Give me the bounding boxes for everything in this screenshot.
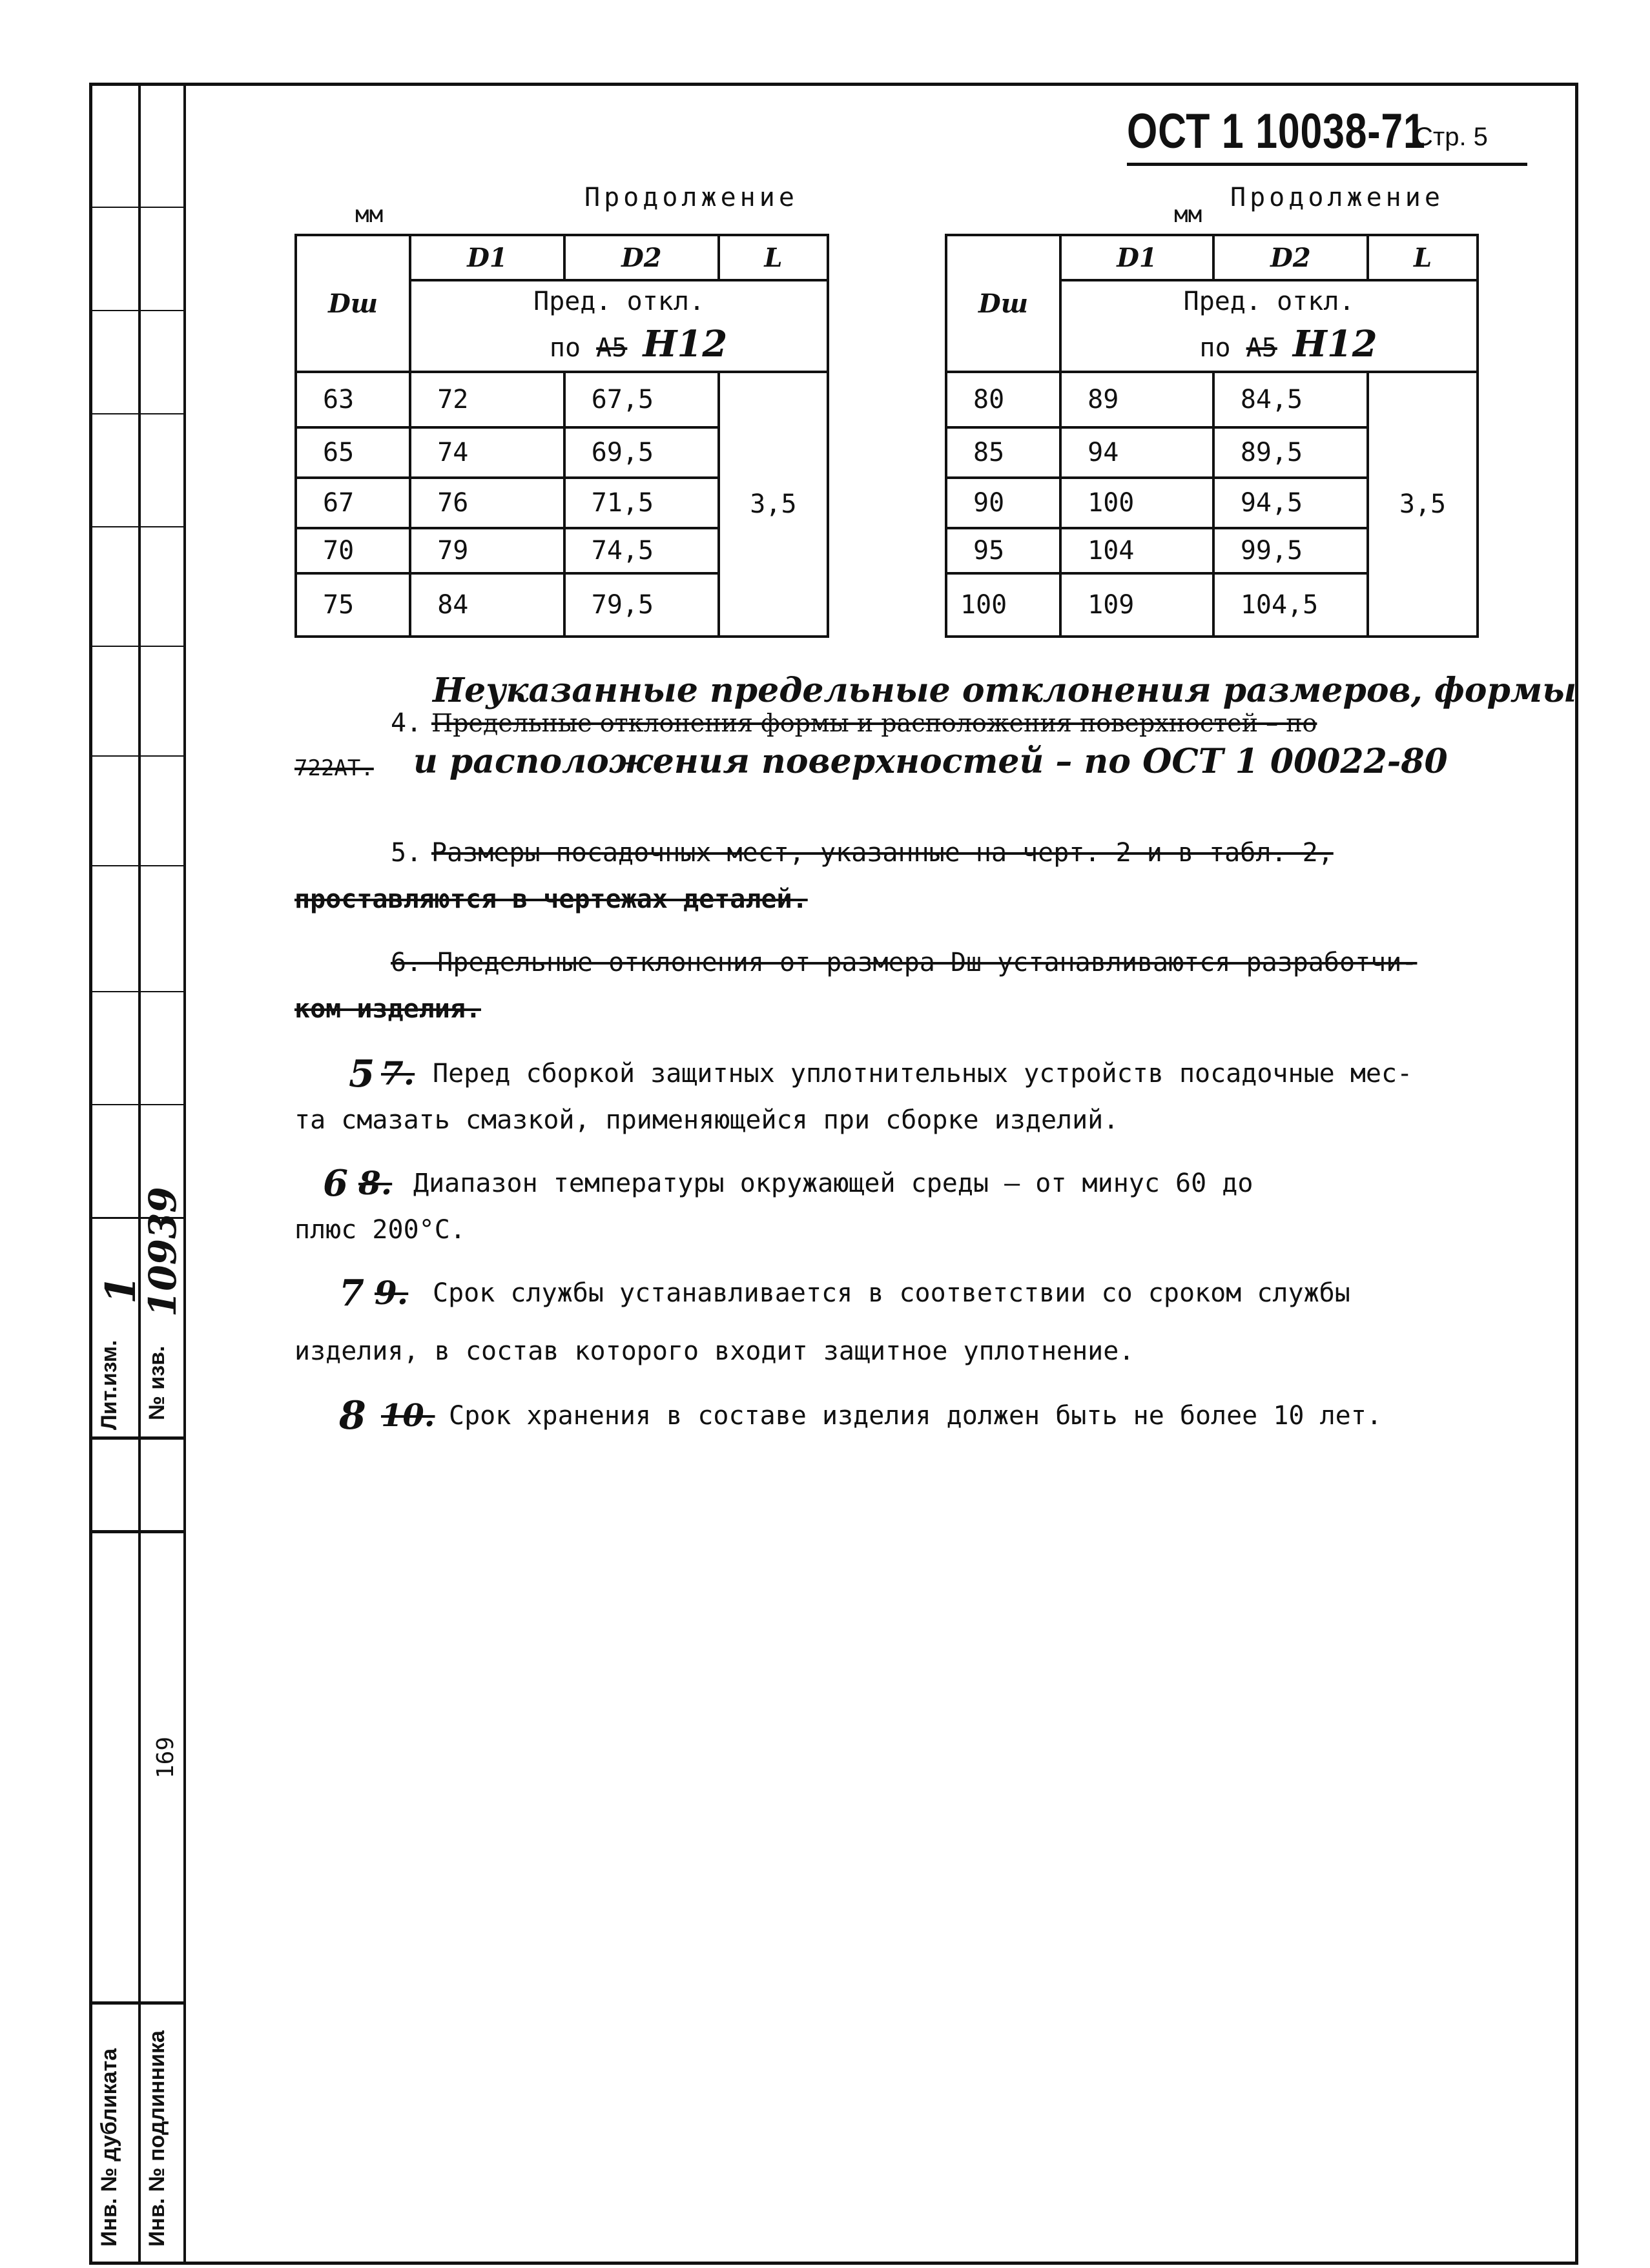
- table-cell: 94: [1060, 427, 1213, 478]
- lit-izm-value: 1: [97, 1275, 145, 1304]
- table-cell: 84,5: [1213, 372, 1368, 427]
- table-cell: 80: [946, 372, 1060, 427]
- table-cell: 75: [296, 573, 410, 637]
- col-header-d1: D1: [1060, 235, 1213, 280]
- table-cell: 79,5: [564, 573, 719, 637]
- col-header-dsh: Dш: [296, 235, 410, 372]
- strip-divider: [89, 2001, 186, 2005]
- table-cell: 90: [946, 478, 1060, 528]
- p10-line1: Срок хранения в составе изделия должен быть не более 10 лет.: [449, 1401, 1382, 1431]
- page-number: Стр. 5: [1414, 123, 1488, 151]
- p7-hand-number: 5: [349, 1052, 375, 1096]
- table-cell: 89: [1060, 372, 1213, 427]
- table-cell: 85: [946, 427, 1060, 478]
- table-cell-l: 3,5: [719, 372, 828, 637]
- p10-hand-number: 8: [339, 1393, 366, 1438]
- table-cell: 109: [1060, 573, 1213, 637]
- p8-line1: Диапазон температуры окружающей среды – от минус 60 до: [413, 1169, 1253, 1198]
- p5-struck-line1: Размеры посадочных мест, указанные на черт. 2 и в табл. 2,: [431, 838, 1334, 868]
- p4-handwritten-line1: Неуказанные предельные отклонения размеров, формы: [433, 671, 1577, 710]
- header-underline: [1127, 163, 1527, 166]
- strip-tick: [89, 310, 186, 311]
- p4-number: 4.: [391, 708, 422, 738]
- continuation-label: Продолжение: [584, 183, 798, 212]
- p7-line2: та смазать смазкой, применяющейся при сборке изделий.: [294, 1105, 1119, 1135]
- document-code: ОСТ 1 10038-71: [1127, 104, 1426, 159]
- strip-tick: [89, 991, 186, 992]
- table-cell: 100: [946, 573, 1060, 637]
- table-cell: 79: [410, 528, 564, 573]
- tolerance-header: Пред. откл. по A5 H12: [410, 280, 828, 372]
- p6-struck-line2: ком изделия.: [294, 994, 481, 1024]
- p4-handwritten-line2: и расположения поверхностей – по ОСТ 1 00022-80: [413, 742, 1448, 781]
- table-cell: 95: [946, 528, 1060, 573]
- table-cell: 74: [410, 427, 564, 478]
- podl-value: 169: [152, 1736, 179, 1779]
- col-header-d2: D2: [564, 235, 719, 280]
- continuation-label: Продолжение: [1230, 183, 1444, 212]
- tolerance-header: Пред. откл. по A5 H12: [1060, 280, 1478, 372]
- p10-struck-number: 10.: [381, 1398, 435, 1434]
- table-cell: 104,5: [1213, 573, 1368, 637]
- strip-divider: [89, 1436, 186, 1440]
- p8-hand-number: 6: [323, 1162, 348, 1205]
- p7-line1: Перед сборкой защитных уплотнительных устройств посадочные мес-: [433, 1059, 1413, 1088]
- table-cell: 76: [410, 478, 564, 528]
- inv-dubl-label: Инв. № дубликата: [97, 2048, 121, 2247]
- table-cell: 104: [1060, 528, 1213, 573]
- no-izv-label: № изв.: [145, 1345, 169, 1420]
- table-cell: 69,5: [564, 427, 719, 478]
- col-header-l: L: [1368, 235, 1478, 280]
- strip-divider: [89, 1530, 186, 1533]
- p9-struck-number: 9.: [375, 1274, 409, 1312]
- col-header-d1: D1: [410, 235, 564, 280]
- inv-podl-label: Инв. № подлинника: [145, 2030, 169, 2247]
- col-header-dsh: Dш: [946, 235, 1060, 372]
- strip-tick: [89, 526, 186, 527]
- col-header-l: L: [719, 235, 828, 280]
- unit-label: мм: [355, 201, 384, 228]
- table-cell: 65: [296, 427, 410, 478]
- strip-tick: [89, 755, 186, 757]
- p9-line1: Срок службы устанавливается в соответствии со сроком службы: [433, 1278, 1350, 1308]
- lit-izm-label: Лит.изм.: [97, 1340, 121, 1430]
- strip-tick: [89, 865, 186, 866]
- strip-divider: [138, 83, 141, 2265]
- strip-tick: [89, 207, 186, 208]
- dimensions-table-left: [294, 234, 829, 638]
- p8-struck-number: 8.: [358, 1164, 393, 1202]
- strip-tick: [89, 413, 186, 414]
- p8-line2: плюс 200°С.: [294, 1215, 466, 1245]
- dimensions-table-right: [945, 234, 1479, 638]
- table-cell: 63: [296, 372, 410, 427]
- table-cell: 89,5: [1213, 427, 1368, 478]
- strip-tick: [89, 646, 186, 647]
- table-cell: 74,5: [564, 528, 719, 573]
- strip-tick: [89, 1104, 186, 1105]
- p5-struck-line2: проставляются в чертежах деталей.: [294, 884, 808, 914]
- unit-label: мм: [1174, 201, 1202, 228]
- strip-divider: [183, 83, 186, 2265]
- table-cell-l: 3,5: [1368, 372, 1478, 637]
- no-izv-value: 10939: [141, 1187, 185, 1317]
- p4-struck-text: Предельные отклонения формы и расположения поверхностей – по: [431, 709, 1317, 737]
- table-cell: 84: [410, 573, 564, 637]
- table-cell: 67: [296, 478, 410, 528]
- table-cell: 71,5: [564, 478, 719, 528]
- table-cell: 94,5: [1213, 478, 1368, 528]
- p9-line2: изделия, в состав которого входит защитное уплотнение.: [294, 1336, 1135, 1366]
- table-cell: 67,5: [564, 372, 719, 427]
- col-header-d2: D2: [1213, 235, 1368, 280]
- p7-struck-number: 7.: [381, 1054, 415, 1092]
- table-cell: 72: [410, 372, 564, 427]
- p5-number: 5.: [391, 838, 422, 868]
- p4-struck-ref: 722АТ.: [294, 755, 374, 781]
- table-cell: 99,5: [1213, 528, 1368, 573]
- p6-struck-line1: 6. Предельные отклонения от размера Dш устанавливаются разработчи-: [391, 948, 1418, 977]
- p9-hand-number: 7: [339, 1272, 364, 1314]
- table-cell: 100: [1060, 478, 1213, 528]
- table-cell: 70: [296, 528, 410, 573]
